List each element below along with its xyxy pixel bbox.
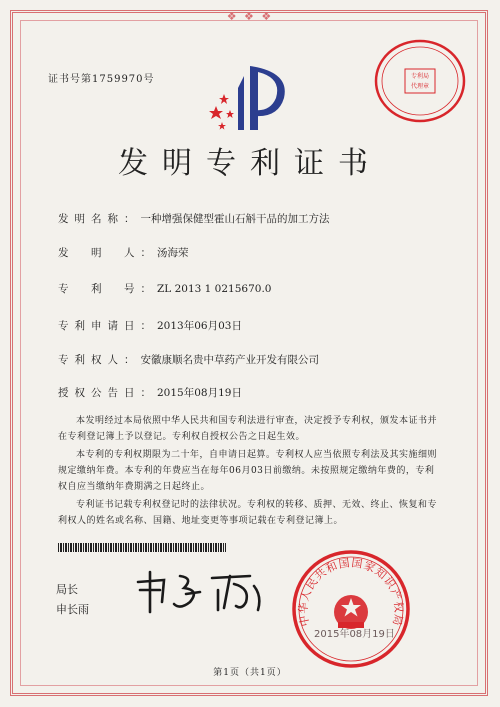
field-application-date <box>58 318 242 333</box>
field-label: 授权公告日： <box>58 387 157 399</box>
body-paragraph: 本发明经过本局依照中华人民共和国专利法进行审查，决定授予专利权，颁发本证书并在专利登记簿上予以登记。专利权自授权公告之日起生效。 <box>58 416 438 442</box>
page-title: 发明专利证书 <box>118 146 382 181</box>
body-paragraph: 本专利的专利权期限为二十年，自申请日起算。专利权人应当依照专利法及其实施细则规定缴纳年费。本专利的年费应当在每年06月03日前缴纳。未按照规定缴纳年费的，专利权自应当缴纳年费期满之日起终止。 <box>58 450 438 492</box>
barcode <box>58 543 226 552</box>
field-value: ZL 2013 1 0215670.0 <box>157 283 272 295</box>
field-inventor <box>58 245 189 260</box>
certificate-body-text <box>58 413 438 529</box>
agency-stamp-icon <box>372 33 468 129</box>
field-value: 2013年06月03日 <box>157 320 242 332</box>
field-patent-number <box>58 281 271 296</box>
field-value: 安徽康顺名贵中草药产业开发有限公司 <box>140 354 319 366</box>
official-seal-icon <box>290 548 412 670</box>
patent-office-logo-icon <box>198 58 298 138</box>
top-ornament: ❖ ❖ ❖ <box>226 10 274 23</box>
field-value: 2015年08月19日 <box>157 387 242 399</box>
signatory-name: 申长雨 <box>56 603 89 616</box>
field-label: 专利权人： <box>58 354 141 366</box>
svg-text:代理章: 代理章 <box>410 83 430 90</box>
signatory-role: 局长 <box>56 583 78 596</box>
body-paragraph: 专利证书记载专利权登记时的法律状况。专利权的转移、质押、无效、终止、恢复和专利权人的姓名或名称、国籍、地址变更等事项记载在专利登记簿上。 <box>58 500 438 526</box>
field-label: 专 利 号： <box>58 283 157 295</box>
field-value: 汤海荣 <box>157 247 189 259</box>
svg-text:专利局: 专利局 <box>410 73 430 80</box>
seal-text: 中华人民共和国国家知识产权局 <box>296 556 406 628</box>
field-invention-name <box>58 211 330 226</box>
field-grant-date <box>58 385 242 400</box>
certificate-number: 证书号第1759970号 <box>48 74 155 85</box>
field-label: 发明名称： <box>58 213 141 225</box>
page-number: 第1页（共1页） <box>213 668 287 678</box>
field-label: 专利申请日： <box>58 320 157 332</box>
field-label: 发 明 人： <box>58 247 157 259</box>
handwritten-signature-icon <box>130 568 280 616</box>
field-value: 一种增强保健型霍山石斛干品的加工方法 <box>140 213 330 225</box>
seal-date: 2015年08月19日 <box>314 629 395 640</box>
field-patentee <box>58 352 319 367</box>
